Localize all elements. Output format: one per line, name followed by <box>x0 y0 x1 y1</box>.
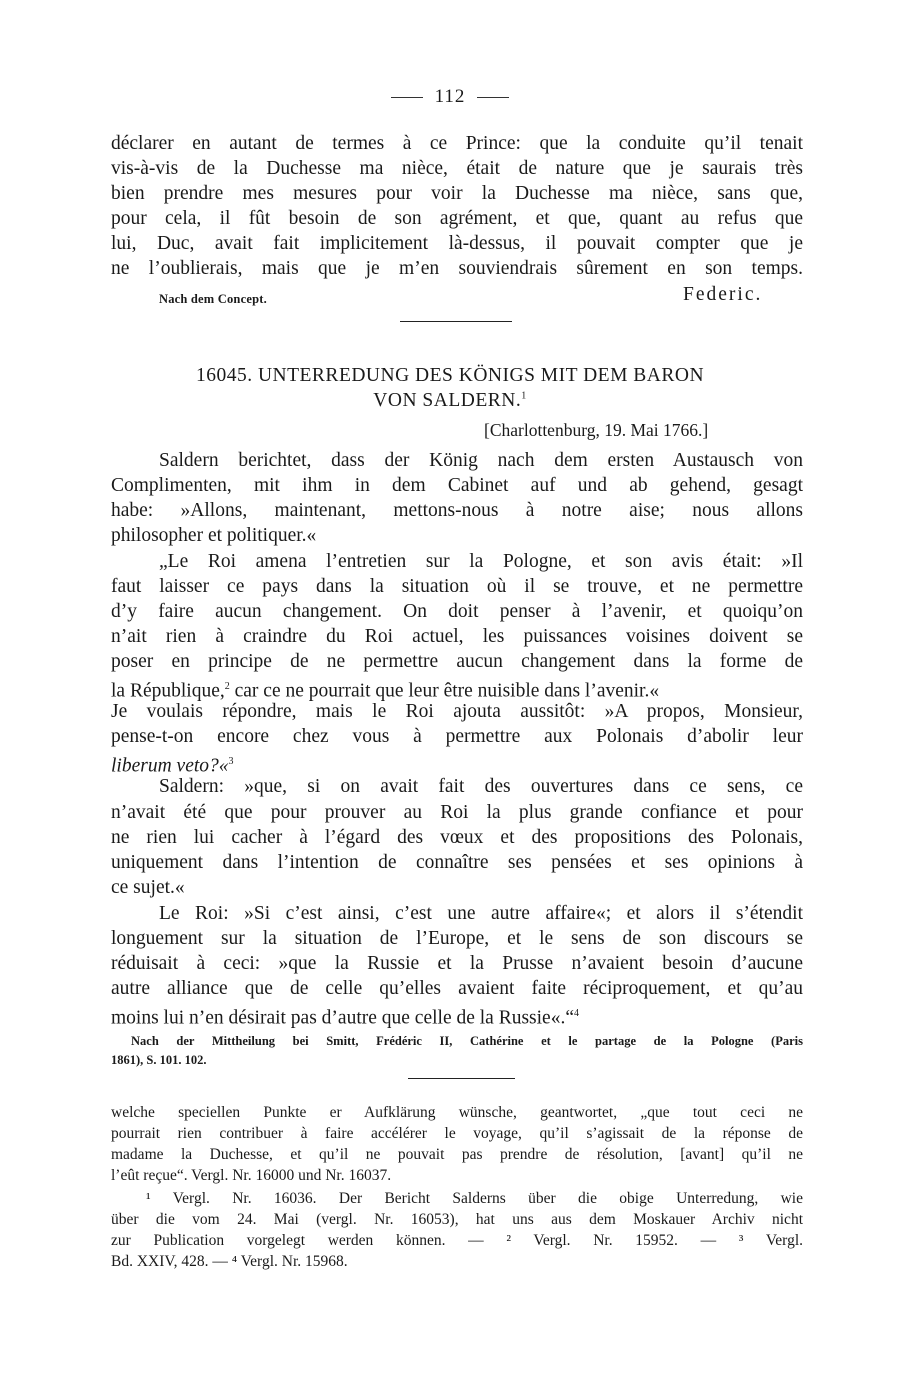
text-line: pour cela, il fût besoin de son agrément, et que, quant au refus que <box>111 208 803 229</box>
body-text-italic: liberum veto?« <box>111 755 229 777</box>
body-line: d’y faire aucun changement. On doit penser à l’avenir, et quoiqu’on <box>111 601 803 622</box>
body-line: „Le Roi amena l’entretien sur la Pologne, et son avis était: »Il <box>159 551 803 572</box>
source-line: Nach der Mittheilung bei Smitt, Frédéric II, Cathérine et le partage de la Pologne (Paris <box>131 1034 803 1048</box>
body-line: poser en principe de ne permettre aucun changement dans la forme de <box>111 651 803 672</box>
title-line-2: VON SALDERN. <box>373 390 522 411</box>
body-line: longuement sur la situation de l’Europe, et le sens de son discours se <box>111 928 803 949</box>
source-note: Nach dem Concept. <box>159 292 267 306</box>
page-header <box>0 86 900 108</box>
document-title-cont <box>0 390 900 412</box>
footnote-mark: 3 <box>228 756 234 767</box>
body-text: moins lui n’en désirait pas d’autre que celle de la Russie«.“ <box>111 1007 574 1029</box>
page-number: 112 <box>434 86 466 107</box>
body-line: faut laisser ce pays dans la situation où il se trouve, et ne permettre <box>111 576 803 597</box>
body-line: Saldern: »que, si on avait fait des ouvertures dans ce sens, ce <box>159 776 803 797</box>
header-dash-right <box>477 97 509 98</box>
signature: Federic. <box>683 284 763 305</box>
body-line: Le Roi: »Si c’est ainsi, c’est une autre affaire«; et alors il s’étendit <box>159 903 803 924</box>
body-line: réduisait à ceci: »que la Russie et la Prusse n’avaient besoin d’aucune <box>111 953 803 974</box>
document-title <box>0 365 900 387</box>
footnote-line: l’eût reçue“. Vergl. Nr. 16000 und Nr. 16037. <box>111 1167 392 1184</box>
footnote-line: zur Publication vorgelegt werden können. — ² Vergl. Nr. 15952. — ³ Vergl. <box>111 1232 803 1249</box>
body-line: Complimenten, mit ihm in dem Cabinet auf und ab gehend, gesagt <box>111 475 803 496</box>
body-text: car ce ne pourrait que leur être nuisible dans l’avenir.« <box>234 680 660 702</box>
section-divider <box>408 1078 515 1079</box>
footnote-mark: 2 <box>224 681 230 692</box>
body-line: autre alliance que de celle qu’elles avaient faite réciproquement, et qu’au <box>111 978 803 999</box>
footnote-line: ¹ Vergl. Nr. 16036. Der Bericht Salderns über die obige Unterredung, wie <box>146 1190 803 1207</box>
body-line: n’ait rien à craindre du Roi actuel, les puissances voisines doivent se <box>111 626 803 647</box>
body-line: ne rien lui cacher à l’égard des vœux et des propositions des Polonais, <box>111 827 803 848</box>
footnote-mark: 1 <box>521 390 527 402</box>
section-divider <box>400 321 512 322</box>
document-date: [Charlottenburg, 19. Mai 1766.] <box>484 420 709 440</box>
footnote-line: pourrait rien contribuer à faire accélérer le voyage, qu’il s’agissait de la réponse de <box>111 1125 803 1142</box>
footnote-mark: 4 <box>573 1008 579 1019</box>
footnote-line: Bd. XXIV, 428. — ⁴ Vergl. Nr. 15968. <box>111 1253 348 1270</box>
footnote-line: welche speciellen Punkte er Aufklärung wünsche, geantwortet, „que tout ceci ne <box>111 1104 803 1121</box>
body-line: pense-t-on encore chez vous à permettre aux Polonais d’abolir leur <box>111 726 803 747</box>
body-line: Je voulais répondre, mais le Roi ajouta aussitôt: »A propos, Monsieur, <box>111 701 803 722</box>
footnote-line: über die vom 24. Mai (vergl. Nr. 16053), hat uns aus dem Moskauer Archiv nicht <box>111 1211 803 1228</box>
body-line: n’avait été que pour prouver au Roi la plus grande confiance et pour <box>111 802 803 823</box>
text-line: lui, Duc, avait fait implicitement là-dessus, il pouvait compter que je <box>111 233 803 254</box>
footnote-line: madame la Duchesse, et qu’il ne pouvait pas prendre de résolution, [avant] qu’il ne <box>111 1146 803 1163</box>
body-line: ce sujet.« <box>111 877 185 898</box>
header-dash-left <box>391 97 423 98</box>
title-line-1: 16045. UNTERREDUNG DES KÖNIGS MIT DEM BARON <box>195 365 705 386</box>
body-line-with-note <box>111 1001 803 1031</box>
text-line: bien prendre mes mesures pour voir la Duchesse ma nièce, sans que, <box>111 183 803 204</box>
body-line: uniquement dans l’intention de connaître ses pensées et ses opinions à <box>111 852 803 873</box>
body-line: philosopher et politiquer.« <box>111 525 317 546</box>
text-line: vis-à-vis de la Duchesse ma nièce, était de nature que je saurais très <box>111 158 803 179</box>
source-line: 1861), S. 101. 102. <box>111 1053 207 1067</box>
body-line: habe: »Allons, maintenant, mettons-nous à notre aise; nous allons <box>111 500 803 521</box>
text-line: ne l’oublierais, mais que je m’en souviendrais sûrement en son temps. <box>111 258 803 279</box>
body-line: Saldern berichtet, dass der König nach dem ersten Austausch von <box>159 450 803 471</box>
text-line: déclarer en autant de termes à ce Prince: que la conduite qu’il tenait <box>111 133 803 154</box>
body-text: la République, <box>111 680 225 702</box>
